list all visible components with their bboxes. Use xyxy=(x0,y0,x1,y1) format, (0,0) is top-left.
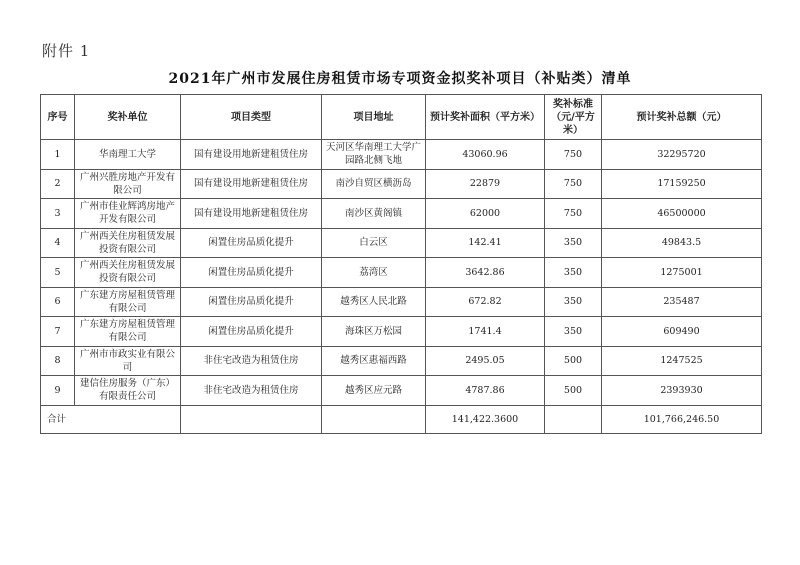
header-unit: 奖补单位 xyxy=(75,95,181,140)
cell-type: 闲置住房品质化提升 xyxy=(181,287,322,317)
cell-area: 142.41 xyxy=(426,228,545,258)
cell-address: 荔湾区 xyxy=(322,258,426,288)
cell-type: 国有建设用地新建租赁住房 xyxy=(181,169,322,199)
document-title: 2021年广州市发展住房租赁市场专项资金拟奖补项目（补贴类）清单 xyxy=(168,71,632,87)
table-row xyxy=(41,346,762,376)
table-row xyxy=(41,287,762,317)
cell-standard: 500 xyxy=(545,376,602,406)
cell-standard: 500 xyxy=(545,346,602,376)
cell-total: 609490 xyxy=(602,317,762,347)
cell-total: 46500000 xyxy=(602,199,762,229)
totals-area: 141,422.3600 xyxy=(426,405,545,433)
header-address: 项目地址 xyxy=(322,95,426,140)
cell-index: 7 xyxy=(41,317,75,347)
cell-type: 非住宅改造为租赁住房 xyxy=(181,376,322,406)
cell-total: 1275001 xyxy=(602,258,762,288)
cell-total: 32295720 xyxy=(602,140,762,170)
cell-area: 2495.05 xyxy=(426,346,545,376)
cell-index: 6 xyxy=(41,287,75,317)
cell-standard: 750 xyxy=(545,169,602,199)
cell-area: 4787.86 xyxy=(426,376,545,406)
header-index: 序号 xyxy=(41,95,75,140)
cell-unit: 广东建方房屋租赁管理有限公司 xyxy=(75,317,181,347)
cell-total: 1247525 xyxy=(602,346,762,376)
header-area: 预计奖补面积（平方米） xyxy=(426,95,545,140)
subsidy-table xyxy=(40,94,762,434)
cell-index: 2 xyxy=(41,169,75,199)
totals-empty-cell xyxy=(322,405,426,433)
cell-address: 越秀区人民北路 xyxy=(322,287,426,317)
cell-standard: 750 xyxy=(545,199,602,229)
table-row xyxy=(41,228,762,258)
cell-unit: 广州市市政实业有限公司 xyxy=(75,346,181,376)
table-row xyxy=(41,258,762,288)
cell-unit: 广州西关住房租赁发展投资有限公司 xyxy=(75,228,181,258)
table-row xyxy=(41,169,762,199)
totals-empty-cell xyxy=(181,405,322,433)
table-row xyxy=(41,317,762,347)
header-total: 预计奖补总额（元） xyxy=(602,95,762,140)
cell-area: 22879 xyxy=(426,169,545,199)
table-row xyxy=(41,199,762,229)
cell-area: 43060.96 xyxy=(426,140,545,170)
cell-area: 3642.86 xyxy=(426,258,545,288)
attachment-label: 附件 1 xyxy=(42,42,91,60)
cell-area: 1741.4 xyxy=(426,317,545,347)
cell-index: 9 xyxy=(41,376,75,406)
cell-address: 越秀区应元路 xyxy=(322,376,426,406)
cell-type: 国有建设用地新建租赁住房 xyxy=(181,140,322,170)
cell-address: 天河区华南理工大学广园路北侧飞地 xyxy=(322,140,426,170)
cell-standard: 350 xyxy=(545,317,602,347)
cell-type: 非住宅改造为租赁住房 xyxy=(181,346,322,376)
cell-index: 4 xyxy=(41,228,75,258)
cell-index: 3 xyxy=(41,199,75,229)
cell-type: 国有建设用地新建租赁住房 xyxy=(181,199,322,229)
cell-standard: 350 xyxy=(545,287,602,317)
cell-unit: 广州市佳业辉鸿房地产开发有限公司 xyxy=(75,199,181,229)
table-header-row xyxy=(41,95,762,140)
totals-amount: 101,766,246.50 xyxy=(602,405,762,433)
table-row xyxy=(41,376,762,406)
cell-index: 1 xyxy=(41,140,75,170)
cell-total: 49843.5 xyxy=(602,228,762,258)
cell-index: 5 xyxy=(41,258,75,288)
cell-total: 2393930 xyxy=(602,376,762,406)
table-row xyxy=(41,140,762,170)
totals-empty-cell xyxy=(545,405,602,433)
header-standard: 奖补标准（元/平方米） xyxy=(545,95,602,140)
totals-row xyxy=(41,405,762,433)
cell-unit: 建信住房服务（广东）有限责任公司 xyxy=(75,376,181,406)
cell-address: 南沙自贸区横沥岛 xyxy=(322,169,426,199)
cell-address: 白云区 xyxy=(322,228,426,258)
cell-address: 越秀区惠福西路 xyxy=(322,346,426,376)
cell-type: 闲置住房品质化提升 xyxy=(181,317,322,347)
cell-unit: 广州兴胜房地产开发有限公司 xyxy=(75,169,181,199)
header-type: 项目类型 xyxy=(181,95,322,140)
cell-address: 南沙区黄阁镇 xyxy=(322,199,426,229)
cell-standard: 350 xyxy=(545,228,602,258)
cell-unit: 广州西关住房租赁发展投资有限公司 xyxy=(75,258,181,288)
cell-standard: 350 xyxy=(545,258,602,288)
cell-area: 62000 xyxy=(426,199,545,229)
cell-total: 235487 xyxy=(602,287,762,317)
cell-unit: 广东建方房屋租赁管理有限公司 xyxy=(75,287,181,317)
cell-unit: 华南理工大学 xyxy=(75,140,181,170)
cell-standard: 750 xyxy=(545,140,602,170)
cell-type: 闲置住房品质化提升 xyxy=(181,258,322,288)
cell-type: 闲置住房品质化提升 xyxy=(181,228,322,258)
cell-total: 17159250 xyxy=(602,169,762,199)
totals-label: 合计 xyxy=(41,405,181,433)
cell-index: 8 xyxy=(41,346,75,376)
cell-area: 672.82 xyxy=(426,287,545,317)
cell-address: 海珠区万松园 xyxy=(322,317,426,347)
